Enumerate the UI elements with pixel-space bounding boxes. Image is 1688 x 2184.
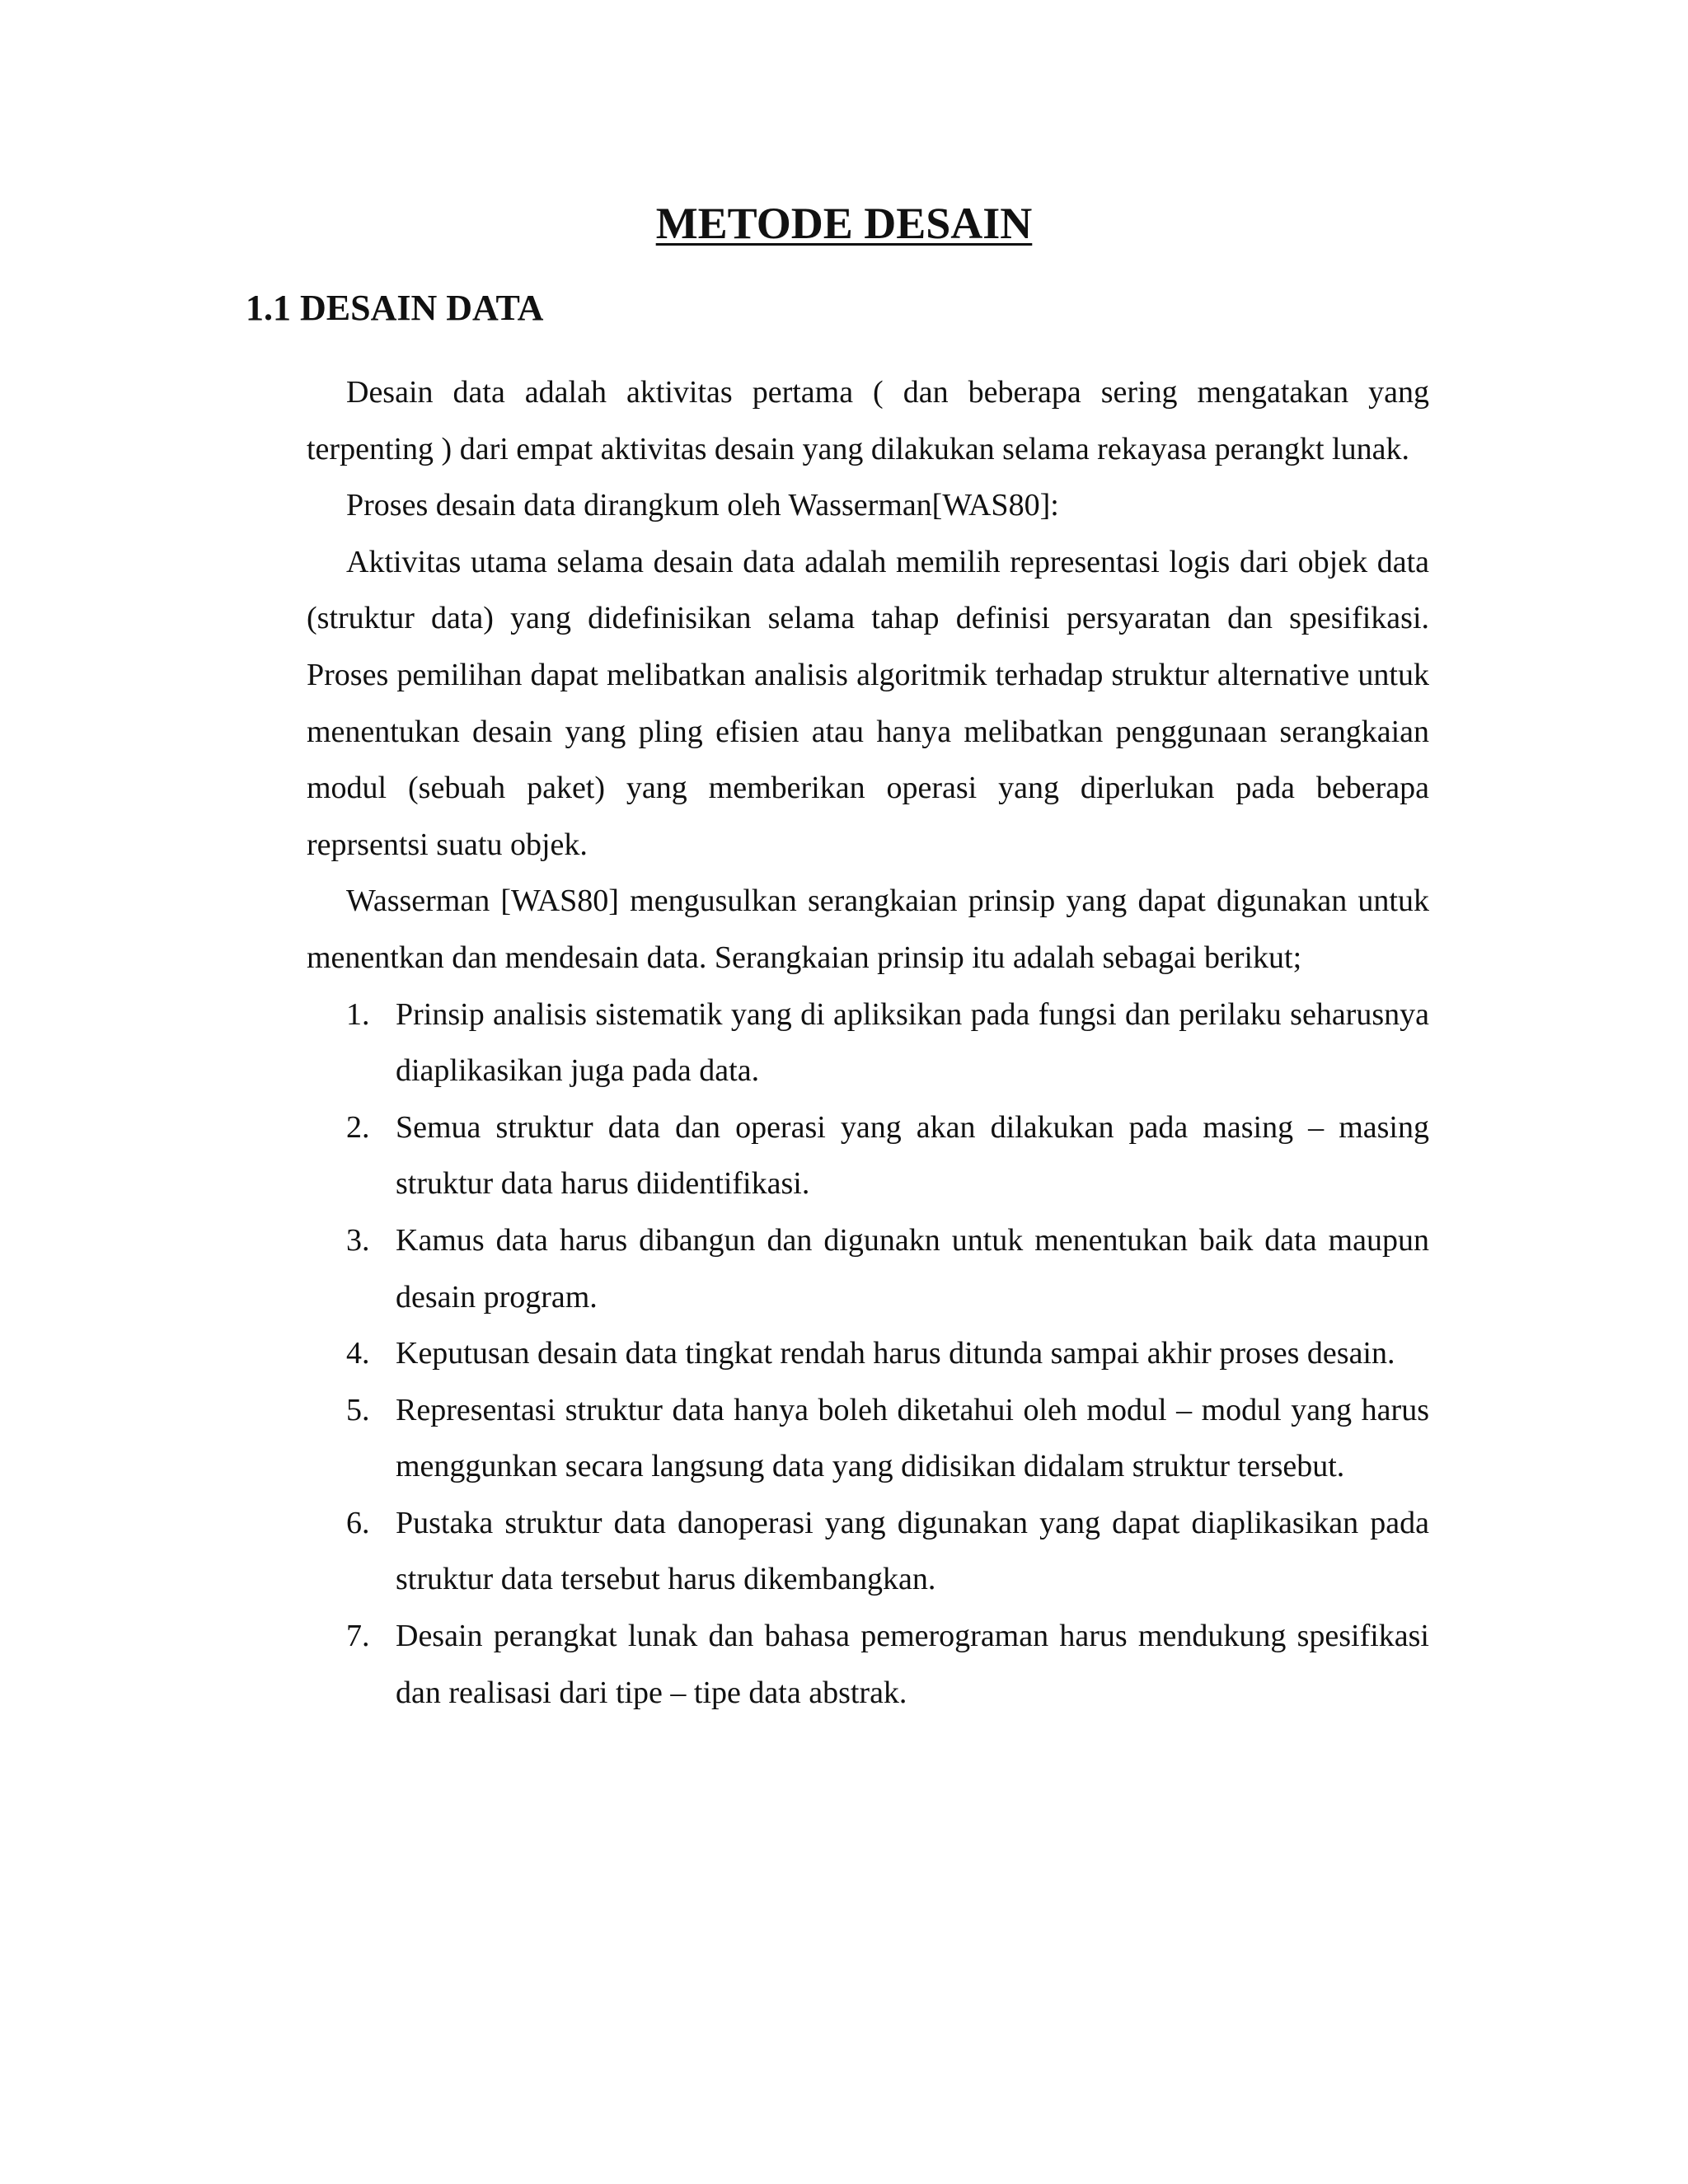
principles-list [307,987,1429,1722]
list-item-number: 5. [346,1392,370,1427]
list-item-number: 7. [346,1619,370,1654]
list-item-text: Desain perangkat lunak dan bahasa pemerograman harus mendukung spesifikasi dan realisasi dari tipe – tipe data abstrak. [396,1619,1429,1710]
list-item-number: 2. [346,1109,370,1145]
paragraph-3: Aktivitas utama selama desain data adalah memilih representasi logis dari objek data (struktur data) yang didefinisikan selama tahap definisi persyaratan dan spesifikasi. Proses pemilihan dapat melibatkan analisis algoritmik terhadap struktur alternative untuk menentukan desain yang pling efisien atau hanya melibatkan penggunaan serangkaian modul (sebuah paket) yang memberikan operasi yang diperlukan pada beberapa reprsentsi suatu objek. [307,544,1429,862]
list-item [307,1099,1429,1212]
paragraph-1: Desain data adalah aktivitas pertama ( dan beberapa sering mengatakan yang terpenting ) dari empat aktivitas desain yang dilakukan selama rekayasa perangkt lunak. [307,375,1429,466]
list-item-text: Prinsip analisis sistematik yang di apliksikan pada fungsi dan perilaku seharusnya diaplikasikan juga pada data. [396,996,1429,1089]
list-item-text: Keputusan desain data tingkat rendah harus ditunda sampai akhir proses desain. [396,1336,1395,1371]
list-item [307,987,1429,1099]
list-item-text: Kamus data harus dibangun dan digunakn untuk menentukan baik data maupun desain program. [396,1222,1429,1315]
list-item [307,1382,1429,1495]
document-title [0,198,1688,249]
list-item [307,1495,1429,1608]
list-item [307,1212,1429,1325]
list-item-number: 3. [346,1222,370,1258]
list-item-number: 1. [346,996,370,1032]
document-body [307,364,1429,1721]
list-item-text: Representasi struktur data hanya boleh diketahui oleh modul – modul yang harus menggunkan secara langsung data yang didisikan didalam struktur tersebut. [396,1392,1429,1484]
document-title-text: METODE DESAIN [655,199,1033,248]
paragraph-2: Proses desain data dirangkum oleh Wasserman[WAS80]: [346,488,1059,523]
list-item-number: 4. [346,1336,370,1371]
list-item-text: Pustaka struktur data danoperasi yang digunakan yang dapat diaplikasikan pada struktur data tersebut harus dikembangkan. [396,1505,1429,1597]
section-heading: 1.1 DESAIN DATA [246,288,544,328]
list-item-text: Semua struktur data dan operasi yang akan dilakukan pada masing – masing struktur data harus diidentifikasi. [396,1109,1429,1202]
list-item-number: 6. [346,1505,370,1540]
paragraph-4: Wasserman [WAS80] mengusulkan serangkaian prinsip yang dapat digunakan untuk menentkan dan mendesain data. Serangkaian prinsip itu adalah sebagai berikut; [307,883,1429,975]
list-item [307,1325,1429,1382]
list-item [307,1608,1429,1721]
